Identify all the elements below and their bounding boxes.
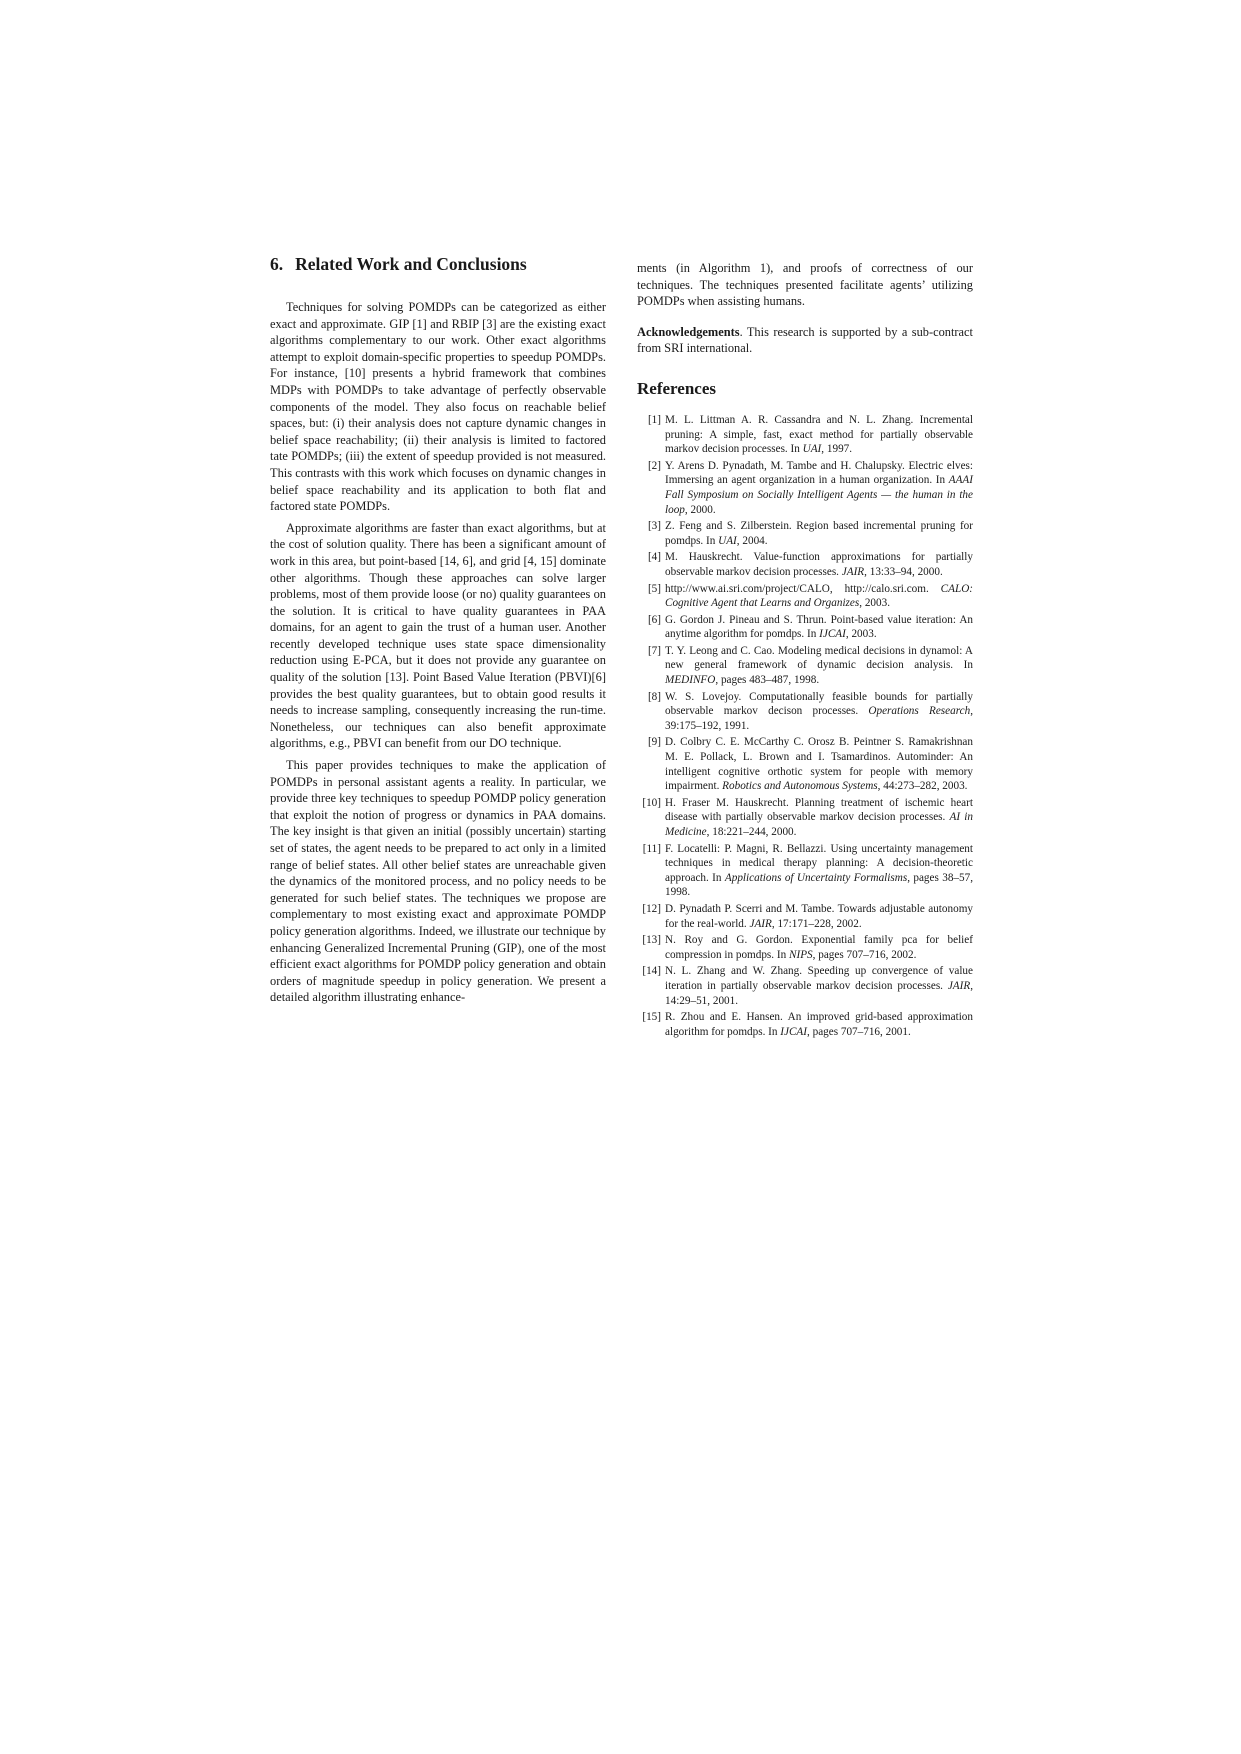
reference-text: N. L. Zhang and W. Zhang. Speeding up convergence of value iteration in partially observable markov decision processes. JAIR, 14:29–51, 2001. [665, 965, 973, 1007]
reference-text: N. Roy and G. Gordon. Exponential family pca for belief compression in pomdps. In NIPS, pages 707–716, 2002. [665, 934, 973, 961]
left-column [270, 254, 606, 1011]
reference-number: [4] [647, 551, 661, 564]
reference-item [637, 1010, 973, 1039]
reference-number: [13] [642, 934, 661, 947]
reference-text: D. Pynadath P. Scerri and M. Tambe. Towards adjustable autonomy for the real-world. JAIR, 17:171–228, 2002. [665, 902, 973, 930]
reference-number: [11] [642, 842, 661, 855]
section-heading [270, 254, 606, 275]
reference-number: [12] [642, 902, 661, 915]
reference-text: D. Colbry C. E. McCarthy C. Orosz B. Peintner S. Ramakrishnan M. E. Pollack, L. Brown and I. Tsamardinos. Autominder: An intelligent cognitive orthotic system for people with memory impairment. Robotics and Autonomous Systems, 44:273–282, 2003. [665, 736, 973, 793]
reference-number: [6] [647, 613, 661, 626]
paragraph-techniques: Techniques for solving POMDPs can be categorized as either exact and approximate. GIP [1] and RBIP [3] are the existing exact algorithms complementary to our work. Other exact algorithms attempt to exploit domain-specific properties to speedup POMDPs. For instance, [10] presents a hybrid framework that combines MDPs with POMDPs to take advantage of perfectly observable components of the model. They also focus on reachable belief spaces, but: (i) their analysis does not capture dynamic changes in belief space reachability; (ii) their analysis is limited to factored tate POMDPs; (iii) the extent of speedup provided is not measured. This contrasts with this work which focuses on dynamic changes in belief space reachability and its application to both flat and factored state POMDPs. [270, 300, 606, 514]
reference-item [637, 902, 973, 931]
reference-item [637, 933, 973, 962]
reference-number: [8] [647, 690, 661, 703]
acknowledgements-label: Acknowledgements [637, 324, 740, 339]
right-column [637, 260, 973, 1041]
reference-number: [10] [642, 796, 661, 809]
reference-text: H. Fraser M. Hauskrecht. Planning treatment of ischemic heart disease with partially observable markov decision processes. AI in Medicine, 18:221–244, 2000. [665, 796, 974, 838]
acknowledgements-text: . This research is supported by a sub-contract from SRI international. [637, 324, 973, 356]
references-list [637, 413, 973, 1039]
reference-item [637, 459, 973, 517]
reference-text: F. Locatelli: P. Magni, R. Bellazzi. Using uncertainty management techniques in medical therapy planning: A decision-theoretic approach. In Applications of Uncertainty Formalisms, pages 38–57, 1998. [665, 842, 973, 899]
reference-number: [1] [647, 413, 661, 426]
reference-text: G. Gordon J. Pineau and S. Thrun. Point-based value iteration: An anytime algorithm for pomdps. In IJCAI, 2003. [665, 613, 973, 641]
reference-number: [5] [647, 582, 661, 595]
reference-item [637, 644, 973, 688]
reference-item [637, 690, 973, 734]
reference-item [637, 735, 973, 793]
acknowledgements [637, 324, 973, 357]
paragraph-approximate: Approximate algorithms are faster than exact algorithms, but at the cost of solution quality. There has been a significant amount of work in this area, but point-based [14, 6], and grid [4, 15] dominate other algorithms. Though these approaches can solve larger problems, most of them provide loose (or no) quality guarantees on the solution. It is critical to have quality guarantees in PAA domains, for an agent to gain the trust of a human user. Another recently developed technique uses state space dimensionality reduction using E-PCA, but it does not provide any guarantee on quality of the solution [13]. Point Based Value Iteration (PBVI)[6] provides the best quality guarantees, but to obtain good results it needs to increase sampling, consequently increasing the run-time. Nonetheless, our techniques can also benefit approximate algorithms, e.g., PBVI can benefit from our DO technique. [270, 520, 606, 751]
reference-number: [3] [647, 520, 661, 533]
reference-number: [14] [642, 965, 661, 978]
reference-number: [2] [647, 459, 661, 472]
references-heading: References [637, 378, 716, 398]
section-title: Related Work and Conclusions [295, 254, 527, 274]
reference-item [637, 519, 973, 548]
reference-item [637, 842, 973, 900]
reference-item [637, 613, 973, 642]
reference-number: [7] [647, 644, 661, 657]
reference-item [637, 550, 973, 579]
paragraph-conclusion: This paper provides techniques to make the application of POMDPs in personal assistant agents a reality. In particular, we provide three key techniques to speedup POMDP policy generation that exploit the notion of progress or dynamics in PAA domains. The key insight is that given an initial (possibly uncertain) starting set of states, the agent needs to be prepared to act only in a limited range of belief states. All other belief states are unreachable given the dynamics of the monitored process, and no policy needs to be generated for such belief states. The techniques we propose are complementary to most existing exact and approximate POMDP policy generation algorithms. Indeed, we illustrate our technique by enhancing Generalized Incremental Pruning (GIP), one of the most efficient exact algorithms for POMDP policy generation and obtain orders of magnitude speedup in policy generation. We present a detailed algorithm illustrating enhance- [270, 758, 606, 1005]
reference-item [637, 964, 973, 1008]
reference-item [637, 796, 973, 840]
section-number: 6. [270, 254, 284, 274]
reference-text: Z. Feng and S. Zilberstein. Region based incremental pruning for pomdps. In UAI, 2004. [665, 520, 973, 547]
paragraph-continuation: ments (in Algorithm 1), and proofs of correctness of our techniques. The techniques presented facilitate agents’ utilizing POMDPs when assisting humans. [637, 261, 973, 309]
reference-item [637, 413, 973, 457]
reference-text: M. Hauskrecht. Value-function approximations for partially observable markov decision processes. JAIR, 13:33–94, 2000. [665, 551, 973, 578]
reference-item [637, 582, 973, 611]
reference-text: M. L. Littman A. R. Cassandra and N. L. Zhang. Incremental pruning: A simple, fast, exact method for partially observable markov decision processes. In UAI, 1997. [665, 413, 973, 456]
reference-number: [9] [647, 736, 661, 749]
reference-text: Y. Arens D. Pynadath, M. Tambe and H. Chalupsky. Electric elves: Immersing an agent organization in a human organization. In AAAI Fall Symposium on Socially Intelligent Agents — the human in the loop, 2000. [665, 459, 973, 516]
reference-text: W. S. Lovejoy. Computationally feasible bounds for partially observable markov decison processes. Operations Research, 39:175–192, 1991. [665, 690, 973, 732]
reference-number: [15] [642, 1011, 661, 1024]
reference-text: R. Zhou and E. Hansen. An improved grid-based approximation algorithm for pomdps. In IJCAI, pages 707–716, 2001. [665, 1011, 973, 1038]
reference-text: http://www.ai.sri.com/project/CALO, http://calo.sri.com. CALO: Cognitive Agent that Learns and Organizes, 2003. [665, 582, 973, 610]
reference-text: T. Y. Leong and C. Cao. Modeling medical decisions in dynamol: A new general framework of dynamic decision analysis. In MEDINFO, pages 483–487, 1998. [665, 644, 973, 687]
